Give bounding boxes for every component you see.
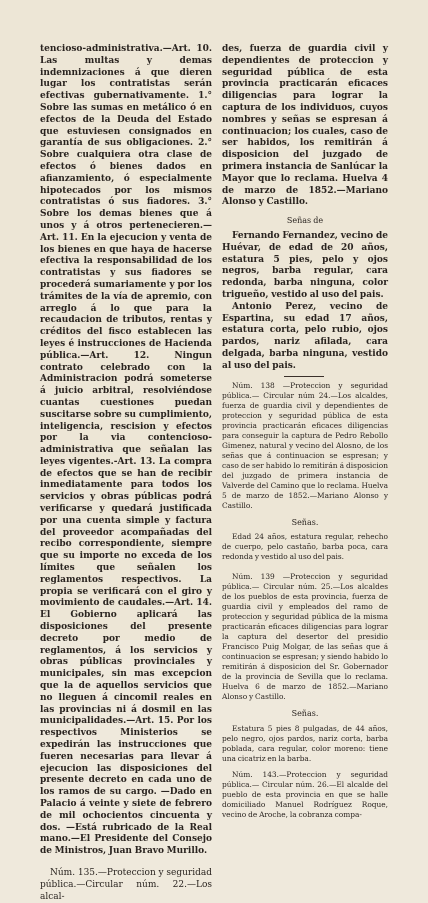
description-3: Estatura 5 pies 8 pulgadas, de 44 años, pelo negro, ojos pardos, nariz corta, barba poblada, cara regular, color moreno: tiene una cicatriz en la barba.: [222, 724, 388, 764]
spacer: [222, 562, 388, 572]
notice-139: Núm. 139 —Proteccion y seguridad pública.— Circular núm. 25.—Los alcaldes de los pueblos de esta provincia, fuerza de guardia civil y empleados del ramo de proteccion y seguridad pública de la misma practicarán eficaces diligencias para lograr la captura del desertor del presidio Francisco Puig Molgar, de las señas que á continuacion se espresan; y siendo habido lo remitirán á disposicion del Sr. Gobernador de la provincia de Sevilla que lo reclama. Huelva 6 de marzo de 1852.—Mariano Alonso y Castillo.: [222, 572, 388, 702]
left-column: [40, 44, 212, 903]
heading-senas-1: Señas de: [286, 216, 324, 226]
person-fernando: Fernando Fernandez, vecino de Huévar, de edad de 20 años, estatura 5 pies, pelo y ojos negros, barba regular, cara redonda, barba ninguna, color trigueño, vestido al uso del pais.: [222, 230, 388, 300]
right-column: [222, 44, 388, 820]
notice-135-continuation: des, fuerza de guardia civil y dependientes de proteccion y seguridad pública de esta provincia practicarán eficaces diligencias para lograr la captura de los individuos, cuyos nombres y señas se espresan á continuacion; los cuales, caso de ser habidos, los remitirán á disposicion del juzgado de primera instancia de Sanlúcar la Mayor que lo reclama. Huelva 4 de marzo de 1852.—Mariano Alonso y Castillo.: [222, 44, 388, 208]
notice-138: Núm. 138 —Proteccion y seguridad pública.— Circular núm 24.—Los alcaldes, fuerza de guardia civil y dependientes de proteccion y seguridad pública de esta provincia practicarán eficaces diligencias para conseguir la captura de Pedro Rebollo Gimenez, natural y vecino del Alosno, de los señas que á continuacion se espresan; y caso de ser habido lo remitirán á disposicion del juzgado de primera instancia de Valverde del Camino que lo reclama. Huelva 5 de marzo de 1852.—Mariano Alonso y Castillo.: [222, 380, 388, 510]
divider: [284, 376, 324, 377]
notice-143: Núm. 143.—Proteccion y seguridad pública.— Circular núm. 26.—El alcalde del pueblo de esta provincia en que se halle domiciliado Manuel Rodríguez Roque, vecino de Aroche, la cobranza compa-: [222, 770, 388, 820]
decree-text: tencioso-administrativa.—Art. 10. Las multas y demas indemnizaciones á que dieren lugar los contratistas serán efectivas gubernativamente. 1.° Sobre las sumas en metálico ó en efectos de la Deuda del Estado que estuviesen consignados en garantía de sus obligaciones. 2.° Sobre cualquiera otra clase de efectos ó bienes dados en afianzamiento, ó especialmente hipotecados por los mismos contratistas ó sus fiadores. 3.° Sobre los demas bienes que á unos y á otros pertenecieren.—Art. 11. En la ejecucion y venta de los bienes en que haya de hacerse efectiva la responsabilidad de los contratistas y sus fiadores se procederá sumariamente y por los trámites de la vía de apremio, con arreglo á lo que para la recaudacion de tributos, rentas y créditos del fisco establecen las leyes é instrucciones de Hacienda pública.—Art. 12. Ningun contrato celebrado con la Administracion podrá someterse á juicio arbitral, resolviéndose cuantas cuestiones puedan suscitarse sobre su cumplimiento, inteligencia, rescision y efectos por la via contencioso-administrativa que señalan las leyes vigentes.-Art. 13. La compra de efectos que se han de recibir inmediatamente para todos los servicios y obras públicas podrá verificarse y quedará justificada por una cuenta simple y factura del proveedor acompañadas del recibo correspondiente, siempre que su importe no exceda de los límites que señalen los reglamentos respectivos. La propia se verificará con el giro y movimiento de caudales.—Art. 14. El Gobierno aplicará las disposiciones del presente decreto por medio de reglamentos, á los servicios y obras públicas provinciales y municipales, sin mas excepcion que la de aquellos servicios que no lleguen á cincomil reales en las provincias ni á dosmil en las municipalidades.—Art. 15. Por los respectivos Ministerios se expedirán las instrucciones que fueren necesarias para llevar á ejecucion las disposiciones del presente decreto en cada uno de los ramos de su cargo. —Dado en Palacio á veinte y siete de febrero de mil ochocientos cincuenta y dos. —Está rubricado de la Real mano.—El Presidente del Consejo de Ministros, Juan Bravo Murillo.: [40, 44, 212, 857]
spacer: [40, 858, 212, 868]
notice-135-start: Núm. 135.—Proteccion y seguridad pública.—Circular núm. 22.—Los alcal-: [40, 867, 212, 902]
person-antonio: Antonio Perez, vecino de Espartina, su edad 17 años, estatura corta, pelo rubio, ojos pardos, nariz afilada, cara delgada, barba ninguna, vestido al uso del pais.: [222, 301, 388, 371]
heading-senas-2: Señas.: [291, 517, 319, 527]
description-2: Edad 24 años, estatura regular, rehecho de cuerpo, pelo castaño, barba poca, cara redonda y vestido al uso del pais.: [222, 532, 388, 562]
heading-senas-3: Señas.: [291, 709, 319, 719]
